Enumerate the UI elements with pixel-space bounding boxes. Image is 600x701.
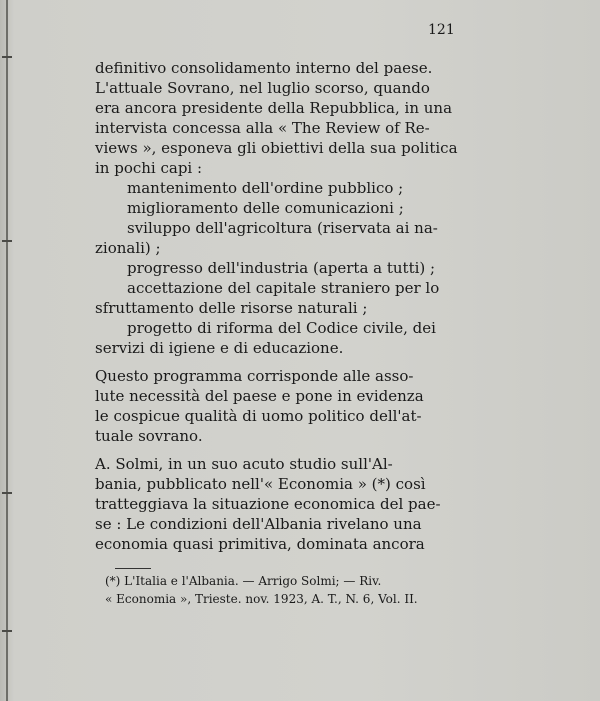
- list-item: progetto di riforma del Codice civile, dei: [127, 319, 436, 337]
- text-line: definitivo consolidamento interno del paese.: [95, 59, 433, 77]
- footnote-line: (*) L'Italia e l'Albania. — Arrigo Solmi; — Riv.: [105, 574, 382, 588]
- text-line: views », esponeva gli obiettivi della sua politica: [95, 139, 458, 157]
- text-line: L'attuale Sovrano, nel luglio scorso, quando: [95, 79, 430, 97]
- page-number: 121: [428, 22, 455, 38]
- text-line: Questo programma corrisponde alle asso-: [95, 367, 414, 385]
- body-text: [95, 58, 458, 554]
- list-item: miglioramento delle comunicazioni ;: [127, 199, 404, 217]
- text-line: bania, pubblicato nell'« Economia » (*) così: [95, 475, 426, 493]
- text-line: tratteggiava la situazione economica del pae-: [95, 495, 441, 513]
- binding-edge: [6, 0, 8, 701]
- list-item: accettazione del capitale straniero per lo: [127, 279, 440, 297]
- binding-mark: [2, 492, 12, 494]
- text-line: tuale sovrano.: [95, 427, 203, 445]
- text-line: era ancora presidente della Repubblica, in una: [95, 99, 453, 117]
- list-item: mantenimento dell'ordine pubblico ;: [127, 179, 404, 197]
- footnote-rule: [115, 568, 151, 569]
- text-line: sfruttamento delle risorse naturali ;: [95, 299, 368, 317]
- text-line: servizi di igiene e di educazione.: [95, 339, 344, 357]
- binding-mark: [2, 240, 12, 242]
- footnote-line: « Economia », Trieste. nov. 1923, A. T., N. 6, Vol. II.: [105, 592, 418, 606]
- text-line: lute necessità del paese e pone in evidenza: [95, 387, 424, 405]
- binding-mark: [2, 630, 12, 632]
- text-line: A. Solmi, in un suo acuto studio sull'Al-: [95, 455, 393, 473]
- text-line: in pochi capi :: [95, 159, 203, 177]
- footnote: [105, 572, 465, 608]
- binding-mark: [2, 56, 12, 58]
- text-line: zionali) ;: [95, 239, 161, 257]
- text-line: se : Le condizioni dell'Albania rivelano una: [95, 515, 422, 533]
- text-line: economia quasi primitiva, dominata ancora: [95, 535, 425, 553]
- text-line: le cospicue qualità di uomo politico dell'at-: [95, 407, 422, 425]
- list-item: sviluppo dell'agricoltura (riservata ai na-: [127, 219, 438, 237]
- list-item: progresso dell'industria (aperta a tutti) ;: [127, 259, 436, 277]
- text-line: intervista concessa alla « The Review of Re-: [95, 119, 430, 137]
